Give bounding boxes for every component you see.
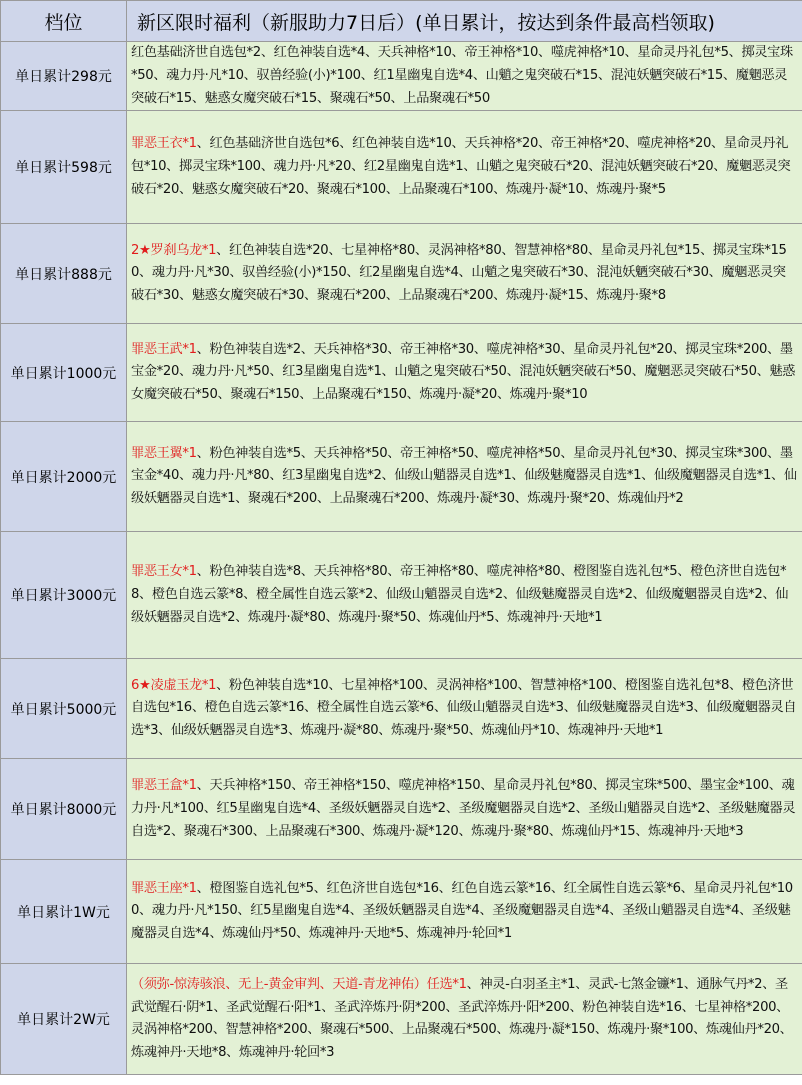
table-row bbox=[1, 422, 802, 532]
header-row bbox=[1, 1, 802, 42]
tier-label: 单日累计598元 bbox=[1, 111, 127, 224]
featured-reward: （须弥-惊涛骇浪、无上-黄金审判、天道-青龙神佑）任选*1 bbox=[131, 976, 467, 992]
tier-label: 单日累计1W元 bbox=[1, 860, 127, 964]
tier-label: 单日累计2W元 bbox=[1, 964, 127, 1075]
reward-items bbox=[127, 422, 802, 532]
reward-list: 、粉色神装自选*2、天兵神格*30、帝王神格*30、噬虎神格*30、星命灵丹礼包*20、掷灵宝珠*200、墨宝金*20、魂力丹·凡*50、红3星幽鬼自选*1、山魈之鬼突破石*50、混沌妖魉突破石*50、魔魍恶灵突破石*50、魅惑女魔突破石*50、聚魂石*150、上品聚魂石*150、炼魂丹·凝*20、炼魂丹·聚*10 bbox=[131, 341, 796, 403]
featured-reward: 2★罗刹乌龙*1 bbox=[131, 242, 217, 258]
reward-list: 、红色基础济世自选包*6、红色神装自选*10、天兵神格*20、帝王神格*20、噬虎神格*20、星命灵丹礼包*10、掷灵宝珠*100、魂力丹·凡*20、红2星幽鬼自选*1、山魈之鬼突破石*20、混沌妖魉突破石*20、魔魍恶灵突破石*20、魅惑女魔突破石*20、聚魂石*100、上品聚魂石*100、炼魂丹·凝*10、炼魂丹·聚*5 bbox=[131, 136, 791, 197]
reward-list: 、神灵-白羽圣主*1、灵武-七煞金镰*1、通脉气丹*2、圣武觉醒石·阴*1、圣武觉醒石·阳*1、圣武淬炼丹·阴*200、圣武淬炼丹·阳*200、粉色神装自选*16、七星神格*200、灵涡神格*200、智慧神格*200、聚魂石*500、上品聚魂石*500、炼魂丹·凝*150、炼魂丹·聚*100、炼魂仙丹*20、炼魂神丹·天地*8、炼魂神丹·轮回*3 bbox=[131, 976, 793, 1061]
reward-items bbox=[127, 324, 802, 422]
tier-label: 单日累计1000元 bbox=[1, 324, 127, 422]
reward-list: 、粉色神装自选*10、七星神格*100、灵涡神格*100、智慧神格*100、橙图鉴自选礼包*8、橙色济世自选包*16、橙色自选云篆*16、橙全属性自选云篆*6、仙级山魈器灵自选*3、仙级魅魔器灵自选*3、仙级魔魍器灵自选*3、仙级妖魉器灵自选*3、炼魂丹·凝*80、炼魂丹·聚*50、炼魂仙丹*10、炼魂神丹·天地*1 bbox=[131, 677, 797, 739]
featured-reward: 罪恶王翼*1 bbox=[131, 445, 197, 461]
table-row bbox=[1, 111, 802, 224]
featured-reward: 罪恶王座*1 bbox=[131, 880, 197, 896]
reward-items bbox=[127, 964, 802, 1075]
reward-list: 、粉色神装自选*5、天兵神格*50、帝王神格*50、噬虎神格*50、星命灵丹礼包*30、掷灵宝珠*300、墨宝金*40、魂力丹·凡*80、红3星幽鬼自选*2、仙级山魈器灵自选*1、仙级魅魔器灵自选*1、仙级魔魍器灵自选*1、仙级妖魉器灵自选*1、聚魂石*200、上品聚魂石*200、炼魂丹·凝*30、炼魂丹·聚*20、炼魂仙丹*2 bbox=[131, 445, 797, 507]
table-row bbox=[1, 659, 802, 759]
table-row bbox=[1, 964, 802, 1075]
reward-items bbox=[127, 42, 802, 111]
featured-reward: 罪恶王女*1 bbox=[131, 564, 197, 580]
reward-items bbox=[127, 111, 802, 224]
tier-label: 单日累计5000元 bbox=[1, 659, 127, 759]
reward-items bbox=[127, 532, 802, 659]
reward-list: 、红色神装自选*20、七星神格*80、灵涡神格*80、智慧神格*80、星命灵丹礼包*15、掷灵宝珠*150、魂力丹·凡*30、驭兽经验(小)*150、红2星幽鬼自选*4、山魈之鬼突破石*30、混沌妖魉突破石*30、魔魍恶灵突破石*30、魅惑女魔突破石*30、聚魂石*200、上品聚魂石*200、炼魂丹·凝*15、炼魂丹·聚*8 bbox=[131, 242, 787, 304]
featured-reward: 罪恶王衣*1 bbox=[131, 136, 197, 152]
reward-items bbox=[127, 759, 802, 860]
tier-label: 单日累计888元 bbox=[1, 224, 127, 324]
reward-list: 红色基础济世自选包*2、红色神装自选*4、天兵神格*10、帝王神格*10、噬虎神格*10、星命灵丹礼包*5、掷灵宝珠*50、魂力丹·凡*10、驭兽经验(小)*100、红1星幽鬼自选*4、山魈之鬼突破石*15、混沌妖魉突破石*15、魔魍恶灵突破石*15、魅惑女魔突破石*15、聚魂石*50、上品聚魂石*50 bbox=[131, 45, 793, 106]
featured-reward: 罪恶王盒*1 bbox=[131, 778, 197, 794]
table-row bbox=[1, 42, 802, 111]
table-row bbox=[1, 324, 802, 422]
tier-label: 单日累计2000元 bbox=[1, 422, 127, 532]
table-row bbox=[1, 224, 802, 324]
reward-items bbox=[127, 224, 802, 324]
featured-reward: 6★凌虚玉龙*1 bbox=[131, 677, 217, 693]
table-row bbox=[1, 759, 802, 860]
reward-items bbox=[127, 659, 802, 759]
featured-reward: 罪恶王武*1 bbox=[131, 341, 197, 357]
tier-column-header: 档位 bbox=[1, 1, 127, 42]
reward-items bbox=[127, 860, 802, 964]
table-title: 新区限时福利（新服助力7日后）(单日累计，按达到条件最高档领取) bbox=[127, 1, 802, 42]
reward-list: 、粉色神装自选*8、天兵神格*80、帝王神格*80、噬虎神格*80、橙图鉴自选礼包*5、橙色济世自选包*8、橙色自选云篆*8、橙全属性自选云篆*2、仙级山魈器灵自选*2、仙级魅魔器灵自选*2、仙级魔魍器灵自选*2、仙级妖魉器灵自选*2、炼魂丹·凝*80、炼魂丹·聚*50、炼魂仙丹*5、炼魂神丹·天地*1 bbox=[131, 564, 789, 625]
tier-label: 单日累计8000元 bbox=[1, 759, 127, 860]
tier-label: 单日累计298元 bbox=[1, 42, 127, 111]
reward-list: 、天兵神格*150、帝王神格*150、噬虎神格*150、星命灵丹礼包*80、掷灵宝珠*500、墨宝金*100、魂力丹·凡*100、红5星幽鬼自选*4、圣级妖魉器灵自选*2、圣级魔魍器灵自选*2、圣级山魈器灵自选*2、圣级魅魔器灵自选*2、聚魂石*300、上品聚魂石*300、炼魂丹·凝*120、炼魂丹·聚*80、炼魂仙丹*15、炼魂神丹·天地*3 bbox=[131, 778, 796, 839]
table-row bbox=[1, 860, 802, 964]
reward-list: 、橙图鉴自选礼包*5、红色济世自选包*16、红色自选云篆*16、红全属性自选云篆*6、星命灵丹礼包*100、魂力丹·凡*150、红5星幽鬼自选*4、圣级妖魉器灵自选*4、圣级魔魍器灵自选*4、圣级山魈器灵自选*4、圣级魅魔器灵自选*4、炼魂仙丹*50、炼魂神丹·天地*5、炼魂神丹·轮回*1 bbox=[131, 880, 793, 942]
tier-label: 单日累计3000元 bbox=[1, 532, 127, 659]
table-row bbox=[1, 532, 802, 659]
